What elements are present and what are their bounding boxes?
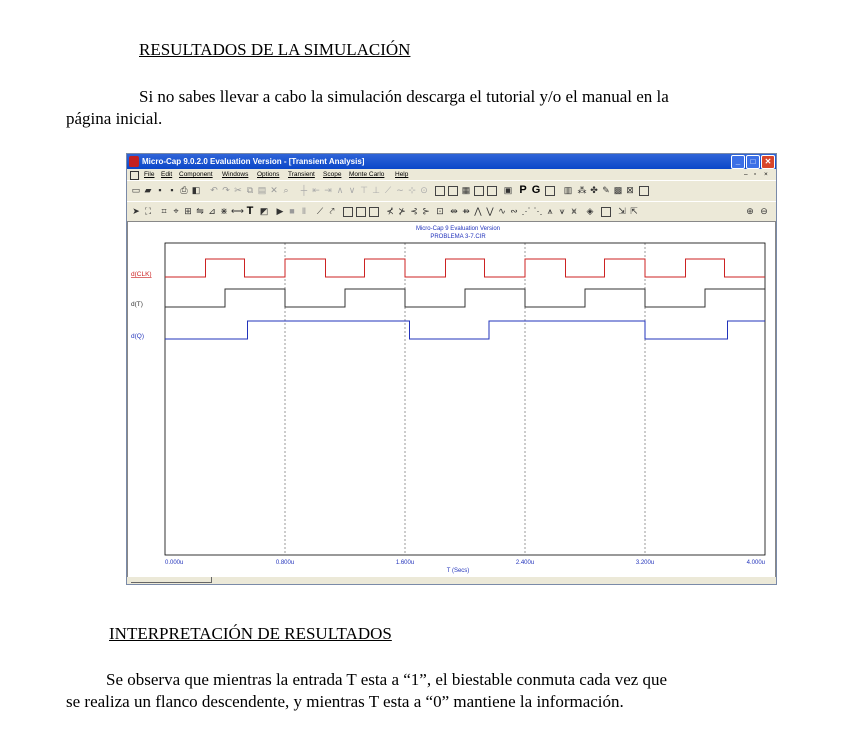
wave-4-icon[interactable]: ⋱ — [533, 206, 543, 216]
menu-bar — [127, 169, 776, 180]
new-icon[interactable]: ▭ — [131, 185, 141, 195]
menu-options[interactable]: Options — [257, 171, 280, 178]
toolbar-bottom — [127, 201, 776, 223]
menu-scope[interactable]: Scope — [323, 171, 342, 178]
scope-icon[interactable]: ▩ — [613, 185, 623, 195]
cut-icon[interactable]: ✂ — [234, 185, 242, 195]
text-tool-button[interactable]: T — [246, 205, 254, 217]
inflection-icon[interactable]: ∼ — [396, 185, 404, 195]
run-icon[interactable]: ▶ — [276, 206, 284, 216]
window-icon[interactable] — [487, 186, 497, 196]
graph-icon[interactable]: ⌗ — [161, 206, 167, 216]
zoom-box-icon[interactable]: ⊞ — [184, 206, 192, 216]
x-tick-label-3: 2.400u — [515, 560, 535, 566]
cursor-left-icon[interactable]: ⇤ — [312, 185, 320, 195]
series-line-2 — [165, 321, 765, 339]
minimize-icon[interactable]: _ — [731, 155, 745, 169]
x-tick-label-4: 3.200u — [635, 560, 655, 566]
toolbar-p-button[interactable]: P — [519, 184, 527, 196]
animate-icon[interactable]: ✤ — [590, 185, 598, 195]
wave-2-icon[interactable]: ∾ — [510, 206, 518, 216]
slope-icon[interactable]: ⟋ — [384, 185, 392, 195]
series-label-2: d(Q) — [131, 333, 144, 340]
curve-icon[interactable]: ⤤ — [329, 206, 335, 216]
pen-icon[interactable]: ✎ — [602, 185, 610, 195]
wave-1-icon[interactable]: ∿ — [498, 206, 506, 216]
print-icon[interactable]: ⎙ — [180, 185, 188, 195]
series-line-0 — [165, 259, 765, 277]
save-all-icon[interactable]: ▪ — [170, 185, 174, 195]
scale-icon[interactable]: ⛶ — [144, 206, 152, 216]
mdi-restore-icon[interactable]: ▫ — [754, 171, 757, 178]
measure-2-icon[interactable]: ⊁ — [398, 206, 406, 216]
label-icon[interactable]: ⊠ — [626, 185, 634, 195]
valley-icon[interactable]: ∨ — [348, 185, 356, 195]
line-icon[interactable]: ⟋ — [316, 206, 324, 216]
series-label-0: d(CLK) — [131, 271, 152, 278]
interpretation-paragraph — [66, 669, 836, 713]
window-title: Micro-Cap 9.0.2.0 Evaluation Version - [Transient Analysis] — [142, 157, 365, 166]
data-points-icon[interactable]: ▥ — [563, 185, 573, 195]
delete-icon[interactable]: ✕ — [270, 185, 278, 195]
wave-6-icon[interactable]: ⩛ — [559, 206, 565, 216]
maximize-icon[interactable]: □ — [746, 155, 760, 169]
redo-icon[interactable]: ↷ — [222, 185, 230, 195]
thumbnail-icon[interactable]: ⊡ — [436, 206, 444, 216]
menu-monte-carlo[interactable]: Monte Carlo — [349, 171, 385, 178]
measure-1-icon[interactable]: ⊀ — [386, 206, 394, 216]
low-icon[interactable]: ⊥ — [372, 185, 380, 195]
calc-icon[interactable]: ▣ — [503, 185, 513, 195]
interpretation-line-1: Se observa que mientras la entrada T esta a “1”, el biestable conmuta cada vez que — [106, 670, 668, 689]
plot-layout-2-icon[interactable] — [356, 207, 366, 217]
wave-7-icon[interactable]: ⩙ — [571, 206, 577, 216]
copy-icon[interactable]: ⧉ — [246, 185, 254, 195]
info-icon[interactable]: ◩ — [259, 206, 269, 216]
close-icon[interactable]: ✕ — [761, 155, 775, 169]
x-tick-labels — [165, 560, 765, 566]
next-point-icon[interactable]: ⊹ — [408, 185, 416, 195]
instructions-line-2: página inicial. — [66, 109, 163, 128]
color-icon[interactable]: ◈ — [586, 206, 594, 216]
wave-5-icon[interactable]: ⩚ — [547, 206, 553, 216]
x-tick-label-0: 0.000u — [165, 560, 184, 566]
results-heading: RESULTADOS DE LA SIMULACIÓN — [139, 40, 411, 59]
cursor-move-right-icon[interactable]: ⇻ — [462, 206, 470, 216]
valley-find-icon[interactable]: ⋁ — [486, 206, 494, 216]
select-arrow-icon[interactable]: ➤ — [132, 206, 140, 216]
preview-icon[interactable]: ◧ — [191, 185, 201, 195]
waveforms — [165, 259, 765, 339]
x-tick-label-5: 4.000u — [746, 560, 765, 566]
menu-windows[interactable]: Windows — [222, 171, 249, 178]
toolbar-g-button[interactable]: G — [531, 184, 541, 196]
menu-doc-icon[interactable] — [130, 171, 139, 180]
plot-layout-1-icon[interactable] — [343, 207, 353, 217]
measure-3-icon[interactable]: ⊰ — [410, 206, 418, 216]
chart-title: Micro-Cap 9 Evaluation Version — [415, 226, 501, 232]
pause-icon[interactable]: Ⅱ — [301, 206, 307, 216]
series-label-1: d(T) — [131, 301, 143, 308]
link-icon[interactable]: ⇋ — [196, 206, 204, 216]
horizontal-tag-icon[interactable]: ⟷ — [231, 206, 244, 216]
zoom-out-icon[interactable]: ⊖ — [760, 206, 768, 216]
series-labels — [131, 271, 152, 340]
cursor-move-left-icon[interactable]: ⇹ — [450, 206, 458, 216]
split-h-icon[interactable] — [435, 186, 445, 196]
menu-edit[interactable]: Edit — [161, 171, 173, 178]
x-axis-label: T (Secs) — [446, 568, 470, 574]
window-titlebar — [127, 154, 776, 169]
interpretation-line-2: se realiza un flanco descendente, y mientras T esta a “0” mantiene la información. — [66, 692, 624, 711]
probe-icon[interactable]: ⇲ — [618, 206, 626, 216]
chart-subtitle: PROBLEMA 3-7.CIR — [430, 234, 486, 240]
menu-component[interactable]: Component — [179, 171, 213, 178]
zero-icon[interactable]: ⊙ — [420, 185, 428, 195]
peak-find-icon[interactable]: ⋀ — [474, 206, 482, 216]
tile-icon[interactable] — [474, 186, 484, 196]
grid-icon[interactable] — [545, 186, 555, 196]
cursor-right-icon[interactable]: ⇥ — [324, 185, 332, 195]
mdi-minimize-icon[interactable]: – — [744, 171, 748, 178]
point-tag-icon[interactable]: ⋇ — [220, 206, 228, 216]
menu-file[interactable]: File — [144, 171, 155, 178]
series-line-1 — [165, 289, 765, 307]
measure-4-icon[interactable]: ⊱ — [422, 206, 430, 216]
x-tick-label-1: 0.800u — [275, 560, 295, 566]
paste-icon[interactable]: ▤ — [257, 185, 267, 195]
split-v-icon[interactable] — [448, 186, 458, 196]
image-icon[interactable] — [639, 186, 649, 196]
stop-icon[interactable]: ■ — [289, 206, 295, 216]
microcap-window-screenshot — [126, 153, 777, 585]
options-icon[interactable] — [601, 207, 611, 217]
tokens-icon[interactable]: ⁂ — [577, 185, 587, 195]
mdi-close-icon[interactable]: × — [764, 171, 768, 178]
peak-icon[interactable]: ∧ — [336, 185, 344, 195]
instructions-line-1: Si no sabes llevar a cabo la simulación descarga el tutorial y/o el manual en la — [139, 87, 669, 106]
plot-tabs[interactable] — [127, 577, 776, 584]
pan-icon[interactable]: ⌖ — [173, 206, 179, 216]
instructions-paragraph — [66, 86, 826, 130]
wave-3-icon[interactable]: ⋰ — [521, 206, 531, 216]
zoom-in-icon[interactable]: ⊕ — [746, 206, 754, 216]
find-icon[interactable]: ⌕ — [283, 185, 289, 195]
open-icon[interactable]: ▰ — [144, 185, 152, 195]
tag-icon[interactable]: ⊿ — [208, 206, 216, 216]
interpretation-heading: INTERPRETACIÓN DE RESULTADOS — [109, 624, 392, 643]
toolbar-top — [127, 180, 776, 202]
menu-help[interactable]: Help — [395, 171, 409, 178]
undo-icon[interactable]: ↶ — [210, 185, 218, 195]
app-icon — [129, 156, 139, 167]
save-icon[interactable]: ▪ — [158, 185, 162, 195]
cascade-icon[interactable]: ▦ — [461, 185, 471, 195]
menu-transient[interactable]: Transient — [288, 171, 315, 178]
cursor-mode-icon[interactable]: ┼ — [300, 185, 308, 195]
x-tick-label-2: 1.600u — [395, 560, 415, 566]
high-icon[interactable]: ⊤ — [360, 185, 368, 195]
probe-2-icon[interactable]: ⇱ — [630, 206, 638, 216]
plot-layout-3-icon[interactable] — [369, 207, 379, 217]
transient-plot[interactable] — [127, 221, 776, 579]
